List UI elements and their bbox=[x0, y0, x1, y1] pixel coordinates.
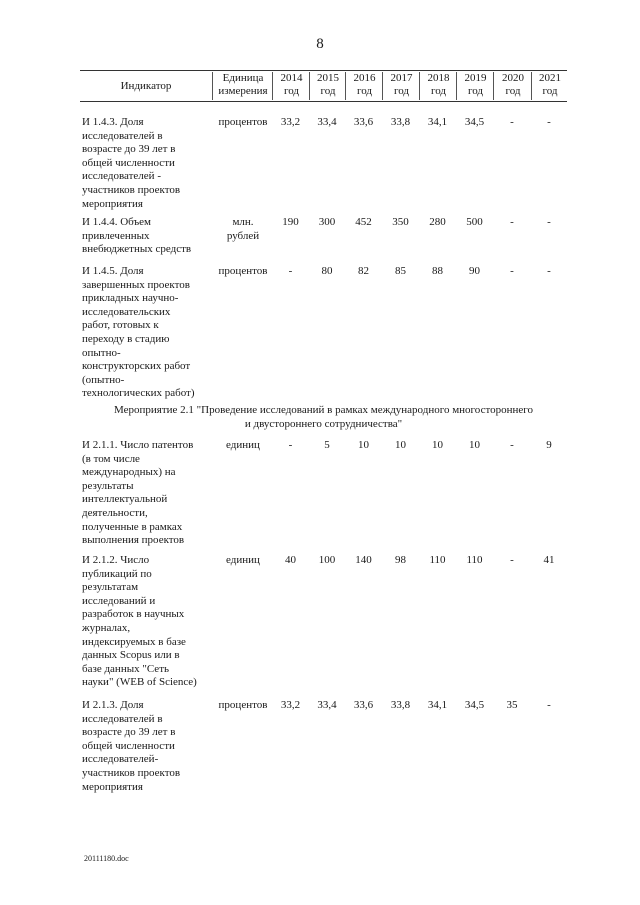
value-cell-2017: 33,8 bbox=[390, 699, 411, 711]
value-cell-2018: 34,1 bbox=[427, 116, 448, 128]
value-cell-2016: 33,6 bbox=[353, 116, 374, 128]
value-cell-2015: 33,4 bbox=[317, 116, 337, 128]
value-cell-2021: - bbox=[547, 265, 551, 277]
value-cell-2021: 41 bbox=[543, 554, 555, 566]
value-cell-2021: 9 bbox=[546, 439, 552, 451]
value-cell-2016: 82 bbox=[358, 265, 369, 277]
header-indicator: Индикатор bbox=[120, 80, 172, 92]
value-cell-2017: 350 bbox=[392, 216, 409, 228]
indicator-name: И 1.4.4. Объем привлеченных внебюджетных средств bbox=[82, 216, 192, 256]
value-cell-2020: - bbox=[510, 216, 514, 228]
header-year-2019: 2019 год bbox=[456, 72, 494, 100]
value-cell-2018: 88 bbox=[432, 265, 443, 277]
value-cell-2017: 10 bbox=[395, 439, 406, 451]
value-cell-2015: 80 bbox=[321, 265, 333, 277]
value-cell-2014: 40 bbox=[285, 554, 296, 566]
value-cell-2014: 190 bbox=[282, 216, 299, 228]
header-year-2017: 2017 год bbox=[382, 72, 420, 100]
value-cell-2016: 10 bbox=[358, 439, 369, 451]
unit-cell: процентов bbox=[218, 116, 268, 128]
value-cell-2014: - bbox=[288, 265, 293, 277]
header-year-2018: 2018 год bbox=[419, 72, 457, 100]
indicator-name: И 1.4.5. Доля завершенных проектов прикладных научно- исследовательских работ, готовых к переходу в стадию опытно- конструкторских работ (опытно- технологических работ) bbox=[82, 265, 195, 400]
value-cell-2019: 90 bbox=[469, 265, 480, 277]
value-cell-2018: 10 bbox=[432, 439, 443, 451]
indicator-name: И 2.1.1. Число патентов (в том числе международных) на результаты интеллектуальной деятельности, полученные в рамках выполнения проектов bbox=[82, 439, 194, 547]
value-cell-2015: 5 bbox=[324, 439, 330, 451]
header-year-2020: 2020 год bbox=[493, 72, 532, 100]
value-cell-2019: 34,5 bbox=[464, 699, 485, 711]
value-cell-2018: 110 bbox=[429, 554, 446, 566]
value-cell-2020: - bbox=[510, 116, 514, 128]
indicator-name: И 2.1.2. Число публикаций по результатам исследований и разработок в научных журналах, индексируемых в базе данных Scopus или в базе данных "Сеть науки" (WEB of Science) bbox=[82, 554, 197, 689]
value-cell-2021: - bbox=[547, 699, 551, 711]
value-cell-2019: 34,5 bbox=[464, 116, 485, 128]
value-cell-2017: 33,8 bbox=[390, 116, 411, 128]
value-cell-2017: 98 bbox=[395, 554, 406, 566]
table-top-rule bbox=[80, 70, 567, 71]
value-cell-2020: - bbox=[510, 439, 514, 451]
value-cell-2017: 85 bbox=[395, 265, 406, 277]
value-cell-2020: - bbox=[510, 265, 514, 277]
header-year-2016: 2016 год bbox=[345, 72, 383, 100]
header-year-2015: 2015 год bbox=[309, 72, 346, 100]
value-cell-2019: 500 bbox=[466, 216, 483, 228]
indicator-name: И 2.1.3. Доля исследователей в возрасте до 39 лет в общей численности исследователей- участников проектов мероприятия bbox=[82, 699, 181, 793]
value-cell-2015: 100 bbox=[318, 554, 336, 566]
unit-cell: процентов bbox=[218, 699, 268, 711]
indicator-name: И 1.4.3. Доля исследователей в возрасте до 39 лет в общей численности исследователей - участников проектов мероприятия bbox=[82, 116, 181, 210]
value-cell-2016: 452 bbox=[355, 216, 372, 228]
value-cell-2021: - bbox=[547, 216, 551, 228]
value-cell-2020: - bbox=[510, 554, 514, 566]
value-cell-2018: 280 bbox=[429, 216, 446, 228]
unit-cell: единиц bbox=[226, 554, 260, 566]
header-year-2021: 2021 год bbox=[531, 72, 568, 100]
value-cell-2018: 34,1 bbox=[427, 699, 448, 711]
unit-cell: млн. рублей bbox=[226, 216, 260, 242]
unit-cell: процентов bbox=[218, 265, 268, 277]
header-year-2014: 2014 год bbox=[272, 72, 310, 100]
value-cell-2014: 33,2 bbox=[280, 116, 301, 128]
value-cell-2020: 35 bbox=[506, 699, 518, 711]
page-number: 8 bbox=[316, 36, 324, 52]
value-cell-2016: 140 bbox=[355, 554, 372, 566]
value-cell-2019: 110 bbox=[466, 554, 483, 566]
unit-cell: единиц bbox=[226, 439, 260, 451]
document-filename: 20111180.doc bbox=[84, 854, 129, 863]
value-cell-2021: - bbox=[547, 116, 551, 128]
value-cell-2015: 33,4 bbox=[317, 699, 337, 711]
section-heading-2-1: Мероприятие 2.1 "Проведение исследований в рамках международного многостороннего и двустороннего сотрудничества" bbox=[113, 404, 534, 430]
value-cell-2014: - bbox=[288, 439, 293, 451]
value-cell-2016: 33,6 bbox=[353, 699, 374, 711]
header-unit: Единица измерения bbox=[212, 72, 273, 100]
value-cell-2015: 300 bbox=[318, 216, 336, 228]
value-cell-2019: 10 bbox=[469, 439, 480, 451]
value-cell-2014: 33,2 bbox=[280, 699, 301, 711]
